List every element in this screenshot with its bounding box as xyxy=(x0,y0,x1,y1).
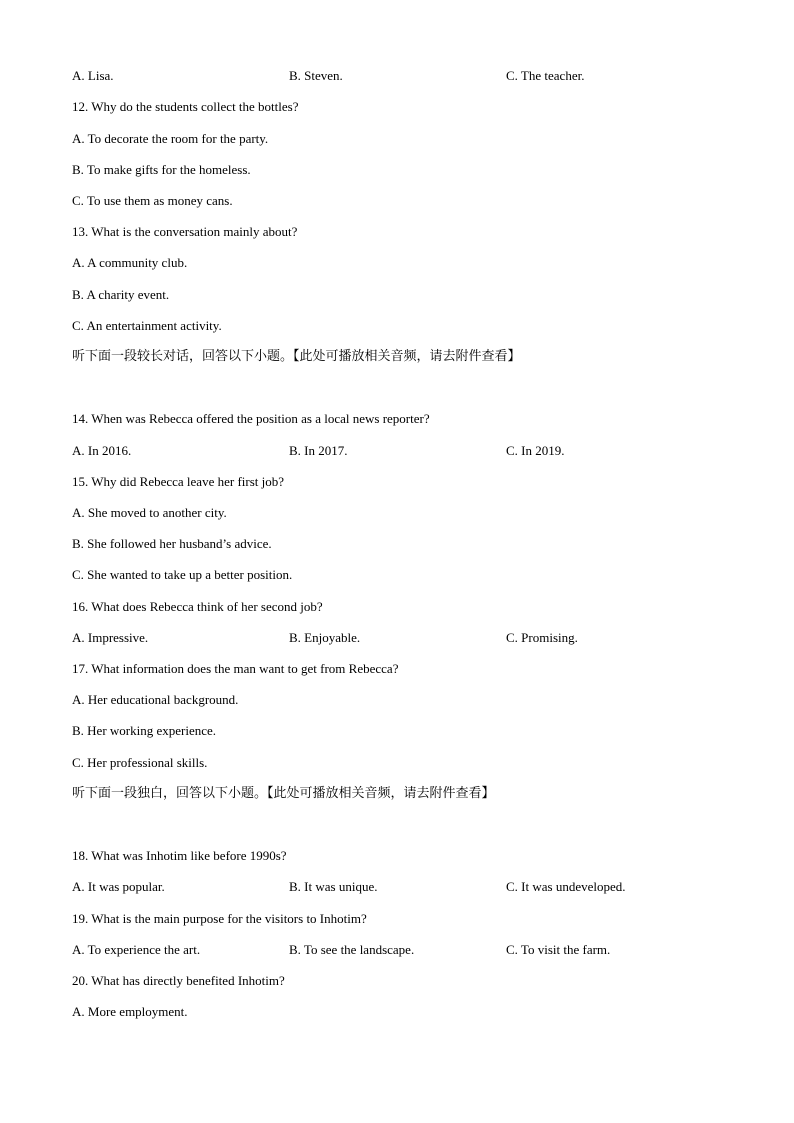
q16-option-a: A. Impressive. xyxy=(72,630,149,645)
q12-option-b: B. To make gifts for the homeless. xyxy=(72,162,251,177)
q15-stem: 15. Why did Rebecca leave her first job? xyxy=(72,474,285,489)
q15-option-a: A. She moved to another city. xyxy=(72,505,227,520)
q14-stem: 14. When was Rebecca offered the position as a local news reporter? xyxy=(72,411,430,426)
q17-option-c: C. Her professional skills. xyxy=(72,755,208,770)
q14-option-c: C. In 2019. xyxy=(506,443,565,458)
q14-option-a: A. In 2016. xyxy=(72,443,132,458)
q12-stem: 12. Why do the students collect the bottles? xyxy=(72,99,299,114)
q19-option-a: A. To experience the art. xyxy=(72,942,201,957)
q11-option-c: C. The teacher. xyxy=(506,68,585,83)
q14-option-b: B. In 2017. xyxy=(289,443,348,458)
q18-option-c: C. It was undeveloped. xyxy=(506,879,626,894)
q20-stem: 20. What has directly benefited Inhotim? xyxy=(72,973,285,988)
q11-option-b: B. Steven. xyxy=(289,68,343,83)
section-instruction-1: 听下面一段较长对话，回答以下小题。【此处可播放相关音频，请去附件查看】 xyxy=(72,349,521,364)
q13-option-b: B. A charity event. xyxy=(72,287,170,302)
q19-option-c: C. To visit the farm. xyxy=(506,942,611,957)
q11-option-a: A. Lisa. xyxy=(72,68,114,83)
q20-option-a: A. More employment. xyxy=(72,1004,188,1019)
q12-option-c: C. To use them as money cans. xyxy=(72,193,233,208)
q18-stem: 18. What was Inhotim like before 1990s? xyxy=(72,848,287,863)
q12-option-a: A. To decorate the room for the party. xyxy=(72,131,269,146)
q17-stem: 17. What information does the man want to get from Rebecca? xyxy=(72,661,399,676)
q16-stem: 16. What does Rebecca think of her second job? xyxy=(72,599,323,614)
q13-stem: 13. What is the conversation mainly about? xyxy=(72,224,298,239)
q16-option-c: C. Promising. xyxy=(506,630,578,645)
q15-option-b: B. She followed her husband’s advice. xyxy=(72,536,272,551)
section-instruction-2: 听下面一段独白，回答以下小题。【此处可播放相关音频，请去附件查看】 xyxy=(72,786,495,801)
q18-option-a: A. It was popular. xyxy=(72,879,165,894)
q19-stem: 19. What is the main purpose for the visitors to Inhotim? xyxy=(72,911,367,926)
q17-option-a: A. Her educational background. xyxy=(72,692,239,707)
q16-option-b: B. Enjoyable. xyxy=(289,630,361,645)
q13-option-a: A. A community club. xyxy=(72,255,188,270)
q19-option-b: B. To see the landscape. xyxy=(289,942,415,957)
q18-option-b: B. It was unique. xyxy=(289,879,378,894)
q15-option-c: C. She wanted to take up a better position. xyxy=(72,567,293,582)
q13-option-c: C. An entertainment activity. xyxy=(72,318,222,333)
q17-option-b: B. Her working experience. xyxy=(72,723,217,738)
